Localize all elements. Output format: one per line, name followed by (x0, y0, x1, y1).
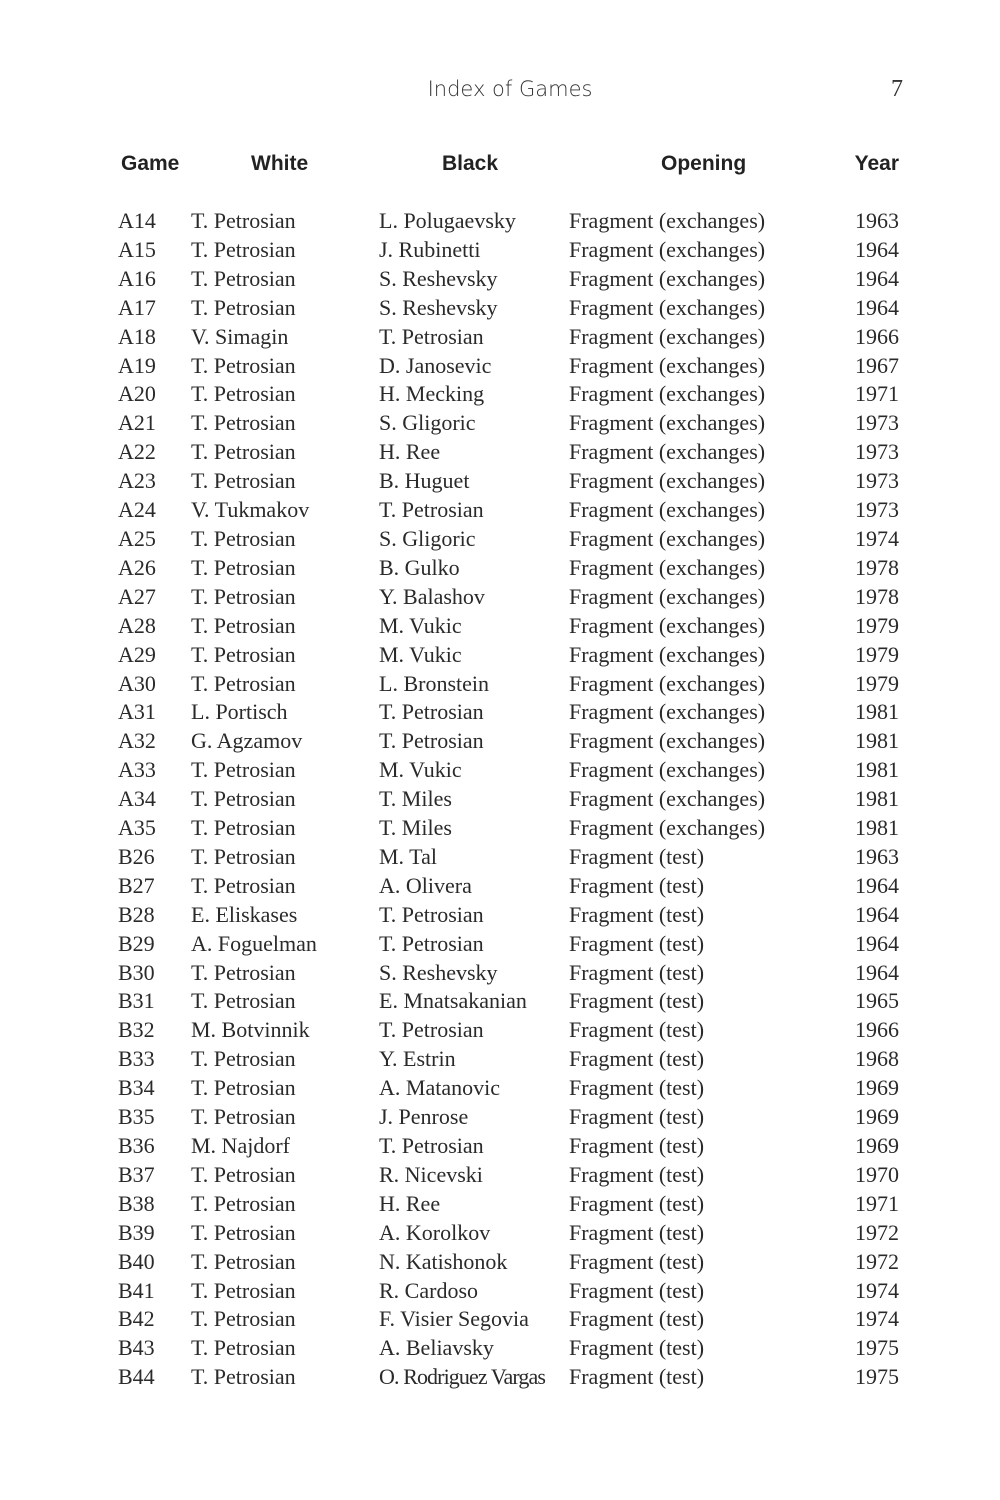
cell-game: A14 (118, 208, 156, 233)
cell-opening: Fragment (exchanges) (569, 410, 766, 436)
cell-black: N. Katishonok (379, 1248, 508, 1274)
cell-white: T. Petrosian (191, 1248, 296, 1274)
header-game: Game (121, 152, 180, 175)
cell-game: A33 (118, 757, 156, 783)
cell-opening: Fragment (exchanges) (569, 757, 766, 783)
cell-game: B29 (118, 930, 155, 956)
cell-year: 1964 (855, 901, 899, 927)
cell-year: 1967 (855, 352, 899, 378)
cell-black: S. Gligoric (379, 410, 476, 436)
table-row (0, 670, 1000, 699)
cell-black: A. Korolkov (379, 1219, 491, 1245)
cell-black: E. Mnatsakanian (379, 988, 527, 1014)
cell-white: T. Petrosian (191, 1364, 296, 1390)
cell-white: T. Petrosian (191, 294, 296, 320)
table-row (0, 1363, 1000, 1392)
cell-black: T. Petrosian (379, 1017, 484, 1043)
cell-year: 1979 (855, 670, 899, 696)
header-opening: Opening (661, 152, 747, 175)
cell-game: A21 (118, 410, 156, 436)
cell-white: T. Petrosian (191, 1075, 296, 1101)
cell-opening: Fragment (exchanges) (569, 728, 766, 754)
cell-opening: Fragment (test) (569, 1017, 705, 1043)
cell-black: S. Gligoric (379, 525, 476, 551)
table-row (0, 352, 1000, 381)
cell-game: B36 (118, 1133, 155, 1158)
cell-opening: Fragment (exchanges) (569, 525, 766, 551)
cell-black: H. Ree (379, 439, 441, 465)
cell-white: T. Petrosian (191, 988, 296, 1014)
cell-white: T. Petrosian (191, 468, 296, 494)
cell-year: 1981 (855, 728, 899, 754)
cell-white: T. Petrosian (191, 641, 296, 667)
cell-game: A35 (118, 815, 156, 841)
table-row (0, 987, 1000, 1016)
cell-black: B. Gulko (379, 554, 460, 580)
table-row (0, 1103, 1000, 1132)
cell-game: A17 (118, 294, 156, 320)
cell-year: 1979 (855, 641, 899, 667)
cell-black: J. Penrose (379, 1104, 469, 1130)
cell-year: 1974 (855, 1277, 899, 1303)
cell-year: 1964 (855, 294, 899, 320)
cell-black: T. Petrosian (379, 901, 484, 927)
table-row (0, 207, 1000, 236)
cell-white: T. Petrosian (191, 1306, 296, 1332)
cell-white: T. Petrosian (191, 612, 296, 638)
cell-opening: Fragment (exchanges) (569, 641, 766, 667)
table-row (0, 554, 1000, 583)
cell-white: T. Petrosian (191, 381, 296, 407)
cell-black: D. Janosevic (379, 352, 492, 378)
cell-opening: Fragment (exchanges) (569, 439, 766, 465)
table-row (0, 959, 1000, 988)
cell-game: B38 (118, 1190, 155, 1216)
cell-black: Y. Balashov (379, 583, 485, 609)
cell-game: A19 (118, 352, 156, 378)
cell-black: M. Tal (379, 843, 437, 869)
cell-year: 1981 (855, 815, 899, 841)
games-table-body (0, 207, 1000, 1392)
table-row (0, 901, 1000, 930)
cell-black: T. Miles (379, 815, 452, 841)
cell-year: 1963 (855, 208, 899, 233)
cell-game: A20 (118, 381, 156, 407)
cell-black: S. Reshevsky (379, 265, 498, 291)
table-row (0, 294, 1000, 323)
cell-game: A15 (118, 236, 156, 262)
cell-white: E. Eliskases (191, 901, 298, 927)
cell-year: 1973 (855, 468, 899, 494)
cell-year: 1972 (855, 1248, 899, 1274)
cell-game: A30 (118, 670, 156, 696)
cell-year: 1964 (855, 959, 899, 985)
cell-game: A32 (118, 728, 156, 754)
cell-game: B37 (118, 1161, 155, 1187)
cell-black: T. Petrosian (379, 930, 484, 956)
table-row (0, 641, 1000, 670)
cell-black: T. Petrosian (379, 323, 484, 349)
cell-year: 1969 (855, 1075, 899, 1101)
cell-opening: Fragment (exchanges) (569, 468, 766, 494)
cell-year: 1966 (855, 1017, 899, 1043)
cell-black: T. Petrosian (379, 1133, 484, 1158)
cell-opening: Fragment (test) (569, 1161, 705, 1187)
cell-game: B42 (118, 1306, 155, 1332)
cell-black: F. Visier Segovia (379, 1306, 529, 1332)
table-row (0, 1190, 1000, 1219)
cell-game: B43 (118, 1335, 155, 1361)
cell-white: M. Najdorf (191, 1133, 290, 1158)
table-row (0, 814, 1000, 843)
cell-year: 1971 (855, 381, 899, 407)
table-row (0, 380, 1000, 409)
cell-opening: Fragment (test) (569, 1219, 705, 1245)
cell-game: A34 (118, 786, 156, 812)
cell-white: T. Petrosian (191, 815, 296, 841)
cell-black: M. Vukic (379, 641, 462, 667)
cell-opening: Fragment (test) (569, 959, 705, 985)
table-row (0, 1045, 1000, 1074)
cell-black: J. Rubinetti (379, 236, 481, 262)
cell-opening: Fragment (exchanges) (569, 670, 766, 696)
cell-opening: Fragment (exchanges) (569, 236, 766, 262)
cell-black: H. Ree (379, 1190, 441, 1216)
table-row (0, 727, 1000, 756)
cell-white: M. Botvinnik (191, 1017, 310, 1043)
cell-year: 1971 (855, 1190, 899, 1216)
cell-black: S. Reshevsky (379, 959, 498, 985)
cell-game: B40 (118, 1248, 155, 1274)
cell-white: T. Petrosian (191, 959, 296, 985)
cell-opening: Fragment (exchanges) (569, 583, 766, 609)
cell-game: B34 (118, 1075, 155, 1101)
table-row (0, 930, 1000, 959)
cell-opening: Fragment (test) (569, 1075, 705, 1101)
cell-black: O. Rodriguez Vargas (379, 1364, 546, 1390)
cell-year: 1964 (855, 265, 899, 291)
cell-white: T. Petrosian (191, 439, 296, 465)
cell-year: 1964 (855, 236, 899, 262)
cell-game: B28 (118, 901, 155, 927)
cell-game: B27 (118, 872, 155, 898)
cell-opening: Fragment (test) (569, 1190, 705, 1216)
cell-opening: Fragment (exchanges) (569, 323, 766, 349)
cell-white: T. Petrosian (191, 1219, 296, 1245)
cell-black: A. Olivera (379, 872, 472, 898)
cell-white: T. Petrosian (191, 236, 296, 262)
cell-black: T. Petrosian (379, 728, 484, 754)
table-row (0, 1074, 1000, 1103)
table-row (0, 1334, 1000, 1363)
table-row (0, 265, 1000, 294)
cell-white: T. Petrosian (191, 554, 296, 580)
cell-year: 1973 (855, 439, 899, 465)
cell-year: 1974 (855, 525, 899, 551)
cell-white: G. Agzamov (191, 728, 303, 754)
cell-game: B39 (118, 1219, 155, 1245)
running-title: Index of Games (427, 77, 593, 101)
running-head (0, 74, 1000, 104)
table-row (0, 467, 1000, 496)
cell-opening: Fragment (test) (569, 843, 705, 869)
cell-white: T. Petrosian (191, 1335, 296, 1361)
cell-year: 1966 (855, 323, 899, 349)
table-row (0, 525, 1000, 554)
cell-white: T. Petrosian (191, 1046, 296, 1072)
cell-year: 1981 (855, 757, 899, 783)
cell-opening: Fragment (test) (569, 901, 705, 927)
cell-black: A. Matanovic (379, 1075, 500, 1101)
table-row (0, 1161, 1000, 1190)
cell-opening: Fragment (test) (569, 1104, 705, 1130)
table-row (0, 1277, 1000, 1306)
cell-white: T. Petrosian (191, 525, 296, 551)
cell-opening: Fragment (exchanges) (569, 265, 766, 291)
cell-white: V. Tukmakov (191, 497, 310, 523)
cell-white: T. Petrosian (191, 1277, 296, 1303)
table-row (0, 756, 1000, 785)
cell-white: T. Petrosian (191, 265, 296, 291)
cell-opening: Fragment (test) (569, 1277, 705, 1303)
cell-opening: Fragment (exchanges) (569, 815, 766, 841)
cell-opening: Fragment (exchanges) (569, 352, 766, 378)
cell-year: 1970 (855, 1161, 899, 1187)
table-row (0, 872, 1000, 901)
table-row (0, 1132, 1000, 1161)
cell-black: L. Bronstein (379, 670, 489, 696)
cell-year: 1965 (855, 988, 899, 1014)
table-row (0, 1016, 1000, 1045)
cell-white: T. Petrosian (191, 786, 296, 812)
cell-opening: Fragment (test) (569, 1133, 705, 1158)
cell-opening: Fragment (test) (569, 1248, 705, 1274)
cell-white: T. Petrosian (191, 872, 296, 898)
cell-opening: Fragment (test) (569, 1306, 705, 1332)
cell-opening: Fragment (exchanges) (569, 381, 766, 407)
cell-game: A23 (118, 468, 156, 494)
cell-game: B44 (118, 1364, 155, 1390)
cell-black: T. Petrosian (379, 699, 484, 725)
cell-year: 1973 (855, 410, 899, 436)
cell-black: M. Vukic (379, 757, 462, 783)
cell-black: H. Mecking (379, 381, 485, 407)
cell-year: 1981 (855, 699, 899, 725)
table-row (0, 438, 1000, 467)
cell-year: 1964 (855, 872, 899, 898)
cell-white: T. Petrosian (191, 583, 296, 609)
cell-opening: Fragment (test) (569, 1046, 705, 1072)
cell-year: 1979 (855, 612, 899, 638)
cell-white: T. Petrosian (191, 843, 296, 869)
table-row (0, 1248, 1000, 1277)
table-row (0, 1219, 1000, 1248)
cell-white: T. Petrosian (191, 1190, 296, 1216)
header-white: White (251, 152, 309, 175)
cell-white: T. Petrosian (191, 410, 296, 436)
cell-year: 1968 (855, 1046, 899, 1072)
cell-game: A25 (118, 525, 156, 551)
table-row (0, 843, 1000, 872)
page-number: 7 (891, 76, 903, 102)
cell-opening: Fragment (test) (569, 872, 705, 898)
cell-year: 1964 (855, 930, 899, 956)
cell-black: R. Cardoso (379, 1277, 478, 1303)
cell-opening: Fragment (test) (569, 988, 705, 1014)
cell-game: B35 (118, 1104, 155, 1130)
cell-opening: Fragment (test) (569, 1364, 705, 1390)
table-row (0, 236, 1000, 265)
cell-opening: Fragment (exchanges) (569, 554, 766, 580)
cell-black: B. Huguet (379, 468, 470, 494)
cell-opening: Fragment (exchanges) (569, 786, 766, 812)
cell-black: M. Vukic (379, 612, 462, 638)
cell-year: 1974 (855, 1306, 899, 1332)
cell-black: T. Miles (379, 786, 452, 812)
cell-opening: Fragment (exchanges) (569, 699, 766, 725)
cell-opening: Fragment (exchanges) (569, 497, 766, 523)
cell-opening: Fragment (exchanges) (569, 294, 766, 320)
cell-black: R. Nicevski (379, 1161, 483, 1187)
cell-year: 1975 (855, 1335, 899, 1361)
table-row (0, 698, 1000, 727)
cell-year: 1969 (855, 1133, 899, 1158)
cell-game: A29 (118, 641, 156, 667)
cell-game: A22 (118, 439, 156, 465)
cell-black: L. Polugaevsky (379, 208, 516, 233)
table-row (0, 785, 1000, 814)
cell-opening: Fragment (test) (569, 1335, 705, 1361)
table-row (0, 323, 1000, 352)
table-row (0, 1305, 1000, 1334)
table-header-row (0, 149, 1000, 179)
cell-year: 1975 (855, 1364, 899, 1390)
cell-game: B26 (118, 843, 155, 869)
cell-white: T. Petrosian (191, 670, 296, 696)
cell-year: 1978 (855, 554, 899, 580)
cell-black: S. Reshevsky (379, 294, 498, 320)
cell-game: B33 (118, 1046, 155, 1072)
table-row (0, 496, 1000, 525)
cell-game: A18 (118, 323, 156, 349)
cell-white: L. Portisch (191, 699, 288, 725)
table-row (0, 409, 1000, 438)
cell-year: 1969 (855, 1104, 899, 1130)
cell-white: T. Petrosian (191, 1161, 296, 1187)
table-row (0, 612, 1000, 641)
cell-game: B32 (118, 1017, 155, 1043)
cell-year: 1963 (855, 843, 899, 869)
cell-white: T. Petrosian (191, 757, 296, 783)
cell-year: 1981 (855, 786, 899, 812)
cell-black: A. Beliavsky (379, 1335, 494, 1361)
cell-game: A28 (118, 612, 156, 638)
cell-game: A16 (118, 265, 156, 291)
cell-year: 1978 (855, 583, 899, 609)
cell-white: T. Petrosian (191, 208, 296, 233)
cell-opening: Fragment (exchanges) (569, 208, 766, 233)
cell-white: A. Foguelman (191, 930, 317, 956)
cell-game: A31 (118, 699, 156, 725)
cell-opening: Fragment (test) (569, 930, 705, 956)
cell-white: V. Simagin (191, 323, 289, 349)
cell-year: 1973 (855, 497, 899, 523)
header-year: Year (854, 152, 899, 175)
cell-year: 1972 (855, 1219, 899, 1245)
table-row (0, 583, 1000, 612)
cell-opening: Fragment (exchanges) (569, 612, 766, 638)
cell-black: Y. Estrin (379, 1046, 456, 1072)
header-black: Black (442, 152, 499, 175)
cell-white: T. Petrosian (191, 1104, 296, 1130)
cell-black: T. Petrosian (379, 497, 484, 523)
cell-game: B41 (118, 1277, 155, 1303)
cell-game: B30 (118, 959, 155, 985)
cell-game: A27 (118, 583, 156, 609)
cell-game: A24 (118, 497, 156, 523)
cell-white: T. Petrosian (191, 352, 296, 378)
cell-game: B31 (118, 988, 155, 1014)
cell-game: A26 (118, 554, 156, 580)
